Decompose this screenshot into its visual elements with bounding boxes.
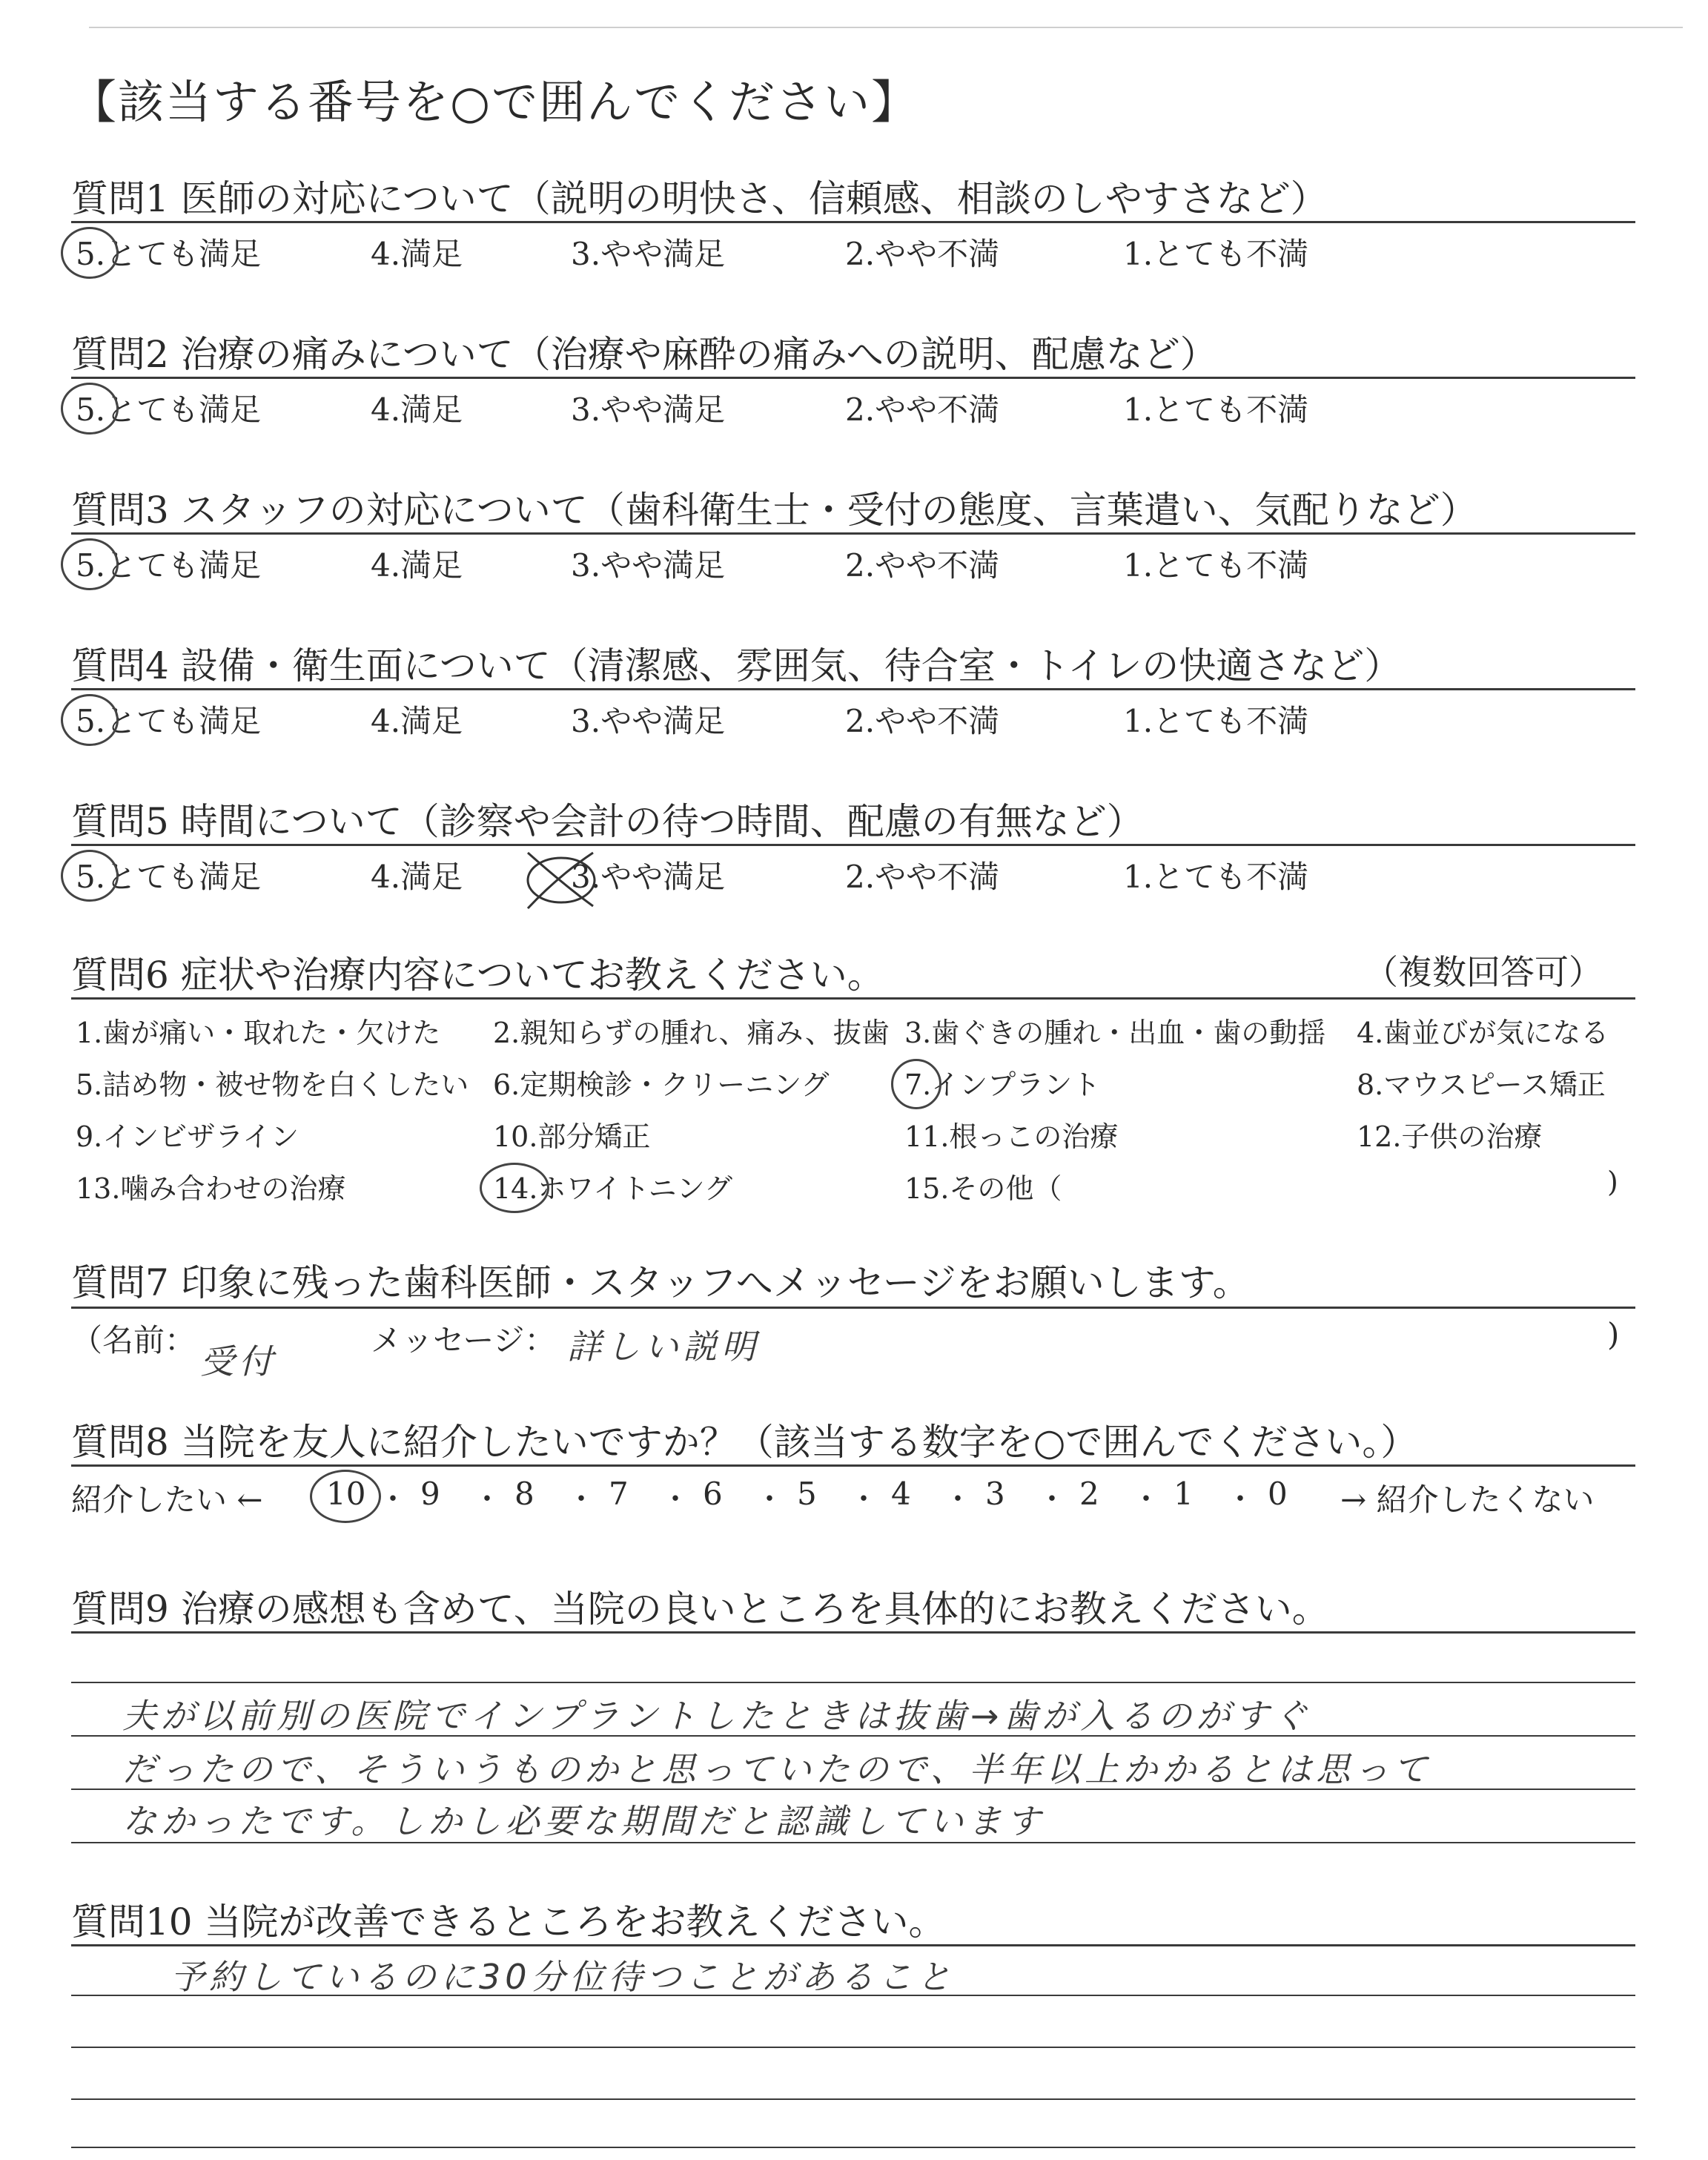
q8-separator-dot: ・ [943, 1482, 973, 1516]
q3-option-5[interactable]: 5.とても満足 [76, 547, 262, 584]
q7-name-handwriting: 受付 [200, 1341, 277, 1381]
q4-option-2[interactable]: 2.やや不満 [845, 703, 1000, 739]
q4-option-5[interactable]: 5.とても満足 [76, 703, 262, 739]
q2-option-2[interactable]: 2.やや不満 [845, 392, 1000, 428]
q1-option-1[interactable]: 1.とても不満 [1123, 236, 1309, 272]
q8-right-label: → 紹介したくない [1340, 1482, 1595, 1518]
q6-option-3[interactable]: 3.歯ぐきの腫れ・出血・歯の動揺 [904, 1017, 1326, 1049]
q10-title: 質問10 当院が改善できるところをお教えください。 [71, 1900, 946, 1943]
q6-option-13[interactable]: 13.噛み合わせの治療 [76, 1172, 346, 1205]
q4-option-4[interactable]: 4.満足 [371, 703, 463, 739]
q2-option-3[interactable]: 3.やや満足 [571, 392, 726, 428]
q5-option-4[interactable]: 4.満足 [371, 859, 463, 895]
q3-option-1[interactable]: 1.とても不満 [1123, 547, 1309, 584]
q5-title: 質問5 時間について（診察や会計の待つ時間、配慮の有無など） [71, 800, 1144, 843]
q6-option-15[interactable]: 15.その他（ [904, 1172, 1062, 1205]
q3-option-3[interactable]: 3.やや満足 [571, 547, 726, 584]
q8-scale-0[interactable]: 0 [1268, 1476, 1288, 1512]
q1-title: 質問1 医師の対応について（説明の明快さ、信頼感、相談のしやすさなど） [71, 177, 1328, 220]
q7-message-handwriting: 詳しい説明 [567, 1327, 760, 1367]
q2-option-4[interactable]: 4.満足 [371, 392, 463, 428]
instruction-header: 【該当する番号を○で囲んでください】 [70, 75, 919, 129]
q8-separator-dot: ・ [1225, 1482, 1255, 1516]
q6-option-6[interactable]: 6.定期検診・クリーニング [493, 1069, 830, 1101]
q9-answer-line: 夫が以前別の医院でインプラントしたときは抜歯→歯が入るのがすぐ [122, 1696, 1312, 1736]
q6-option-5[interactable]: 5.詰め物・被せ物を白くしたい [76, 1069, 469, 1101]
q8-scale-9[interactable]: 9 [420, 1476, 440, 1512]
q9-title: 質問9 治療の感想も含めて、当院の良いところを具体的にお教えください。 [71, 1588, 1329, 1631]
q6-option-7[interactable]: 7.インプラント [904, 1069, 1101, 1101]
q6-title: 質問6 症状や治療内容についてお教えください。 [71, 954, 884, 997]
q6-option-9[interactable]: 9.インビザライン [76, 1120, 299, 1153]
q6-option-2[interactable]: 2.親知らずの腫れ、痛み、抜歯 [493, 1017, 890, 1049]
q2-title: 質問2 治療の痛みについて（治療や麻酔の痛みへの説明、配慮など） [71, 333, 1217, 376]
q8-scale-10[interactable]: 10 [326, 1476, 366, 1512]
q10-answer-line: 予約しているのに30分位待つことがあること [171, 1957, 956, 1997]
q8-separator-dot: ・ [378, 1482, 408, 1516]
q6-option-11[interactable]: 11.根っこの治療 [904, 1120, 1119, 1153]
q4-title: 質問4 設備・衛生面について（清潔感、雰囲気、待合室・トイレの快適さなど） [71, 644, 1402, 687]
q5-cross-mark [528, 853, 595, 908]
q6-option-4[interactable]: 4.歯並びが気になる [1357, 1017, 1609, 1049]
q8-scale-1[interactable]: 1 [1174, 1476, 1194, 1512]
q8-separator-dot: ・ [1037, 1482, 1067, 1516]
q8-scale-7[interactable]: 7 [609, 1476, 629, 1512]
q5-option-3[interactable]: 3.やや満足 [571, 859, 726, 895]
q8-scale-3[interactable]: 3 [985, 1476, 1005, 1512]
q3-option-2[interactable]: 2.やや不満 [845, 547, 1000, 584]
q6-other-close-paren: ) [1607, 1166, 1618, 1198]
q5-option-1[interactable]: 1.とても不満 [1123, 859, 1309, 895]
q6-option-12[interactable]: 12.子供の治療 [1357, 1120, 1543, 1153]
q8-separator-dot: ・ [566, 1482, 596, 1516]
q6-option-1[interactable]: 1.歯が痛い・取れた・欠けた [76, 1017, 441, 1049]
q5-option-2[interactable]: 2.やや不満 [845, 859, 1000, 895]
q7-title: 質問7 印象に残った歯科医師・スタッフへメッセージをお願いします。 [71, 1261, 1250, 1304]
q8-separator-dot: ・ [661, 1482, 690, 1516]
q8-scale-2[interactable]: 2 [1079, 1476, 1099, 1512]
q8-separator-dot: ・ [849, 1482, 878, 1516]
q6-option-10[interactable]: 10.部分矯正 [493, 1120, 651, 1153]
q9-answer-line: なかったです。しかし必要な期間だと認識しています [122, 1801, 1045, 1841]
q9-answer-line: だったので、そういうものかと思っていたので、半年以上かかるとは思って [122, 1749, 1432, 1789]
q1-option-3[interactable]: 3.やや満足 [571, 236, 726, 272]
q8-separator-dot: ・ [1131, 1482, 1161, 1516]
q1-option-2[interactable]: 2.やや不満 [845, 236, 1000, 272]
q8-title: 質問8 当院を友人に紹介したいですか？（該当する数字を○で囲んでください。） [71, 1421, 1418, 1464]
q7-close-paren: ) [1607, 1316, 1620, 1353]
q7-message-label: メッセージ： [371, 1322, 556, 1358]
q7-name-label: （名前： [71, 1322, 196, 1358]
q8-scale-8[interactable]: 8 [514, 1476, 534, 1512]
q3-option-4[interactable]: 4.満足 [371, 547, 463, 584]
q5-option-5[interactable]: 5.とても満足 [76, 859, 262, 895]
q1-option-5[interactable]: 5.とても満足 [76, 236, 262, 272]
q4-option-1[interactable]: 1.とても不満 [1123, 703, 1309, 739]
q2-option-5[interactable]: 5.とても満足 [76, 392, 262, 428]
q4-option-3[interactable]: 3.やや満足 [571, 703, 726, 739]
q8-scale-6[interactable]: 6 [703, 1476, 723, 1512]
q6-option-8[interactable]: 8.マウスピース矯正 [1357, 1069, 1606, 1101]
q6-multiple-note: （複数回答可） [1364, 952, 1603, 992]
q1-option-4[interactable]: 4.満足 [371, 236, 463, 272]
q2-option-1[interactable]: 1.とても不満 [1123, 392, 1309, 428]
q6-option-14[interactable]: 14.ホワイトニング [493, 1172, 733, 1205]
q8-scale-5[interactable]: 5 [797, 1476, 817, 1512]
q8-separator-dot: ・ [472, 1482, 502, 1516]
q8-scale-4[interactable]: 4 [891, 1476, 911, 1512]
q8-left-label: 紹介したい ← [71, 1482, 263, 1518]
q3-title: 質問3 スタッフの対応について（歯科衛生士・受付の態度、言葉遣い、気配りなど） [71, 489, 1477, 532]
q8-separator-dot: ・ [755, 1482, 784, 1516]
